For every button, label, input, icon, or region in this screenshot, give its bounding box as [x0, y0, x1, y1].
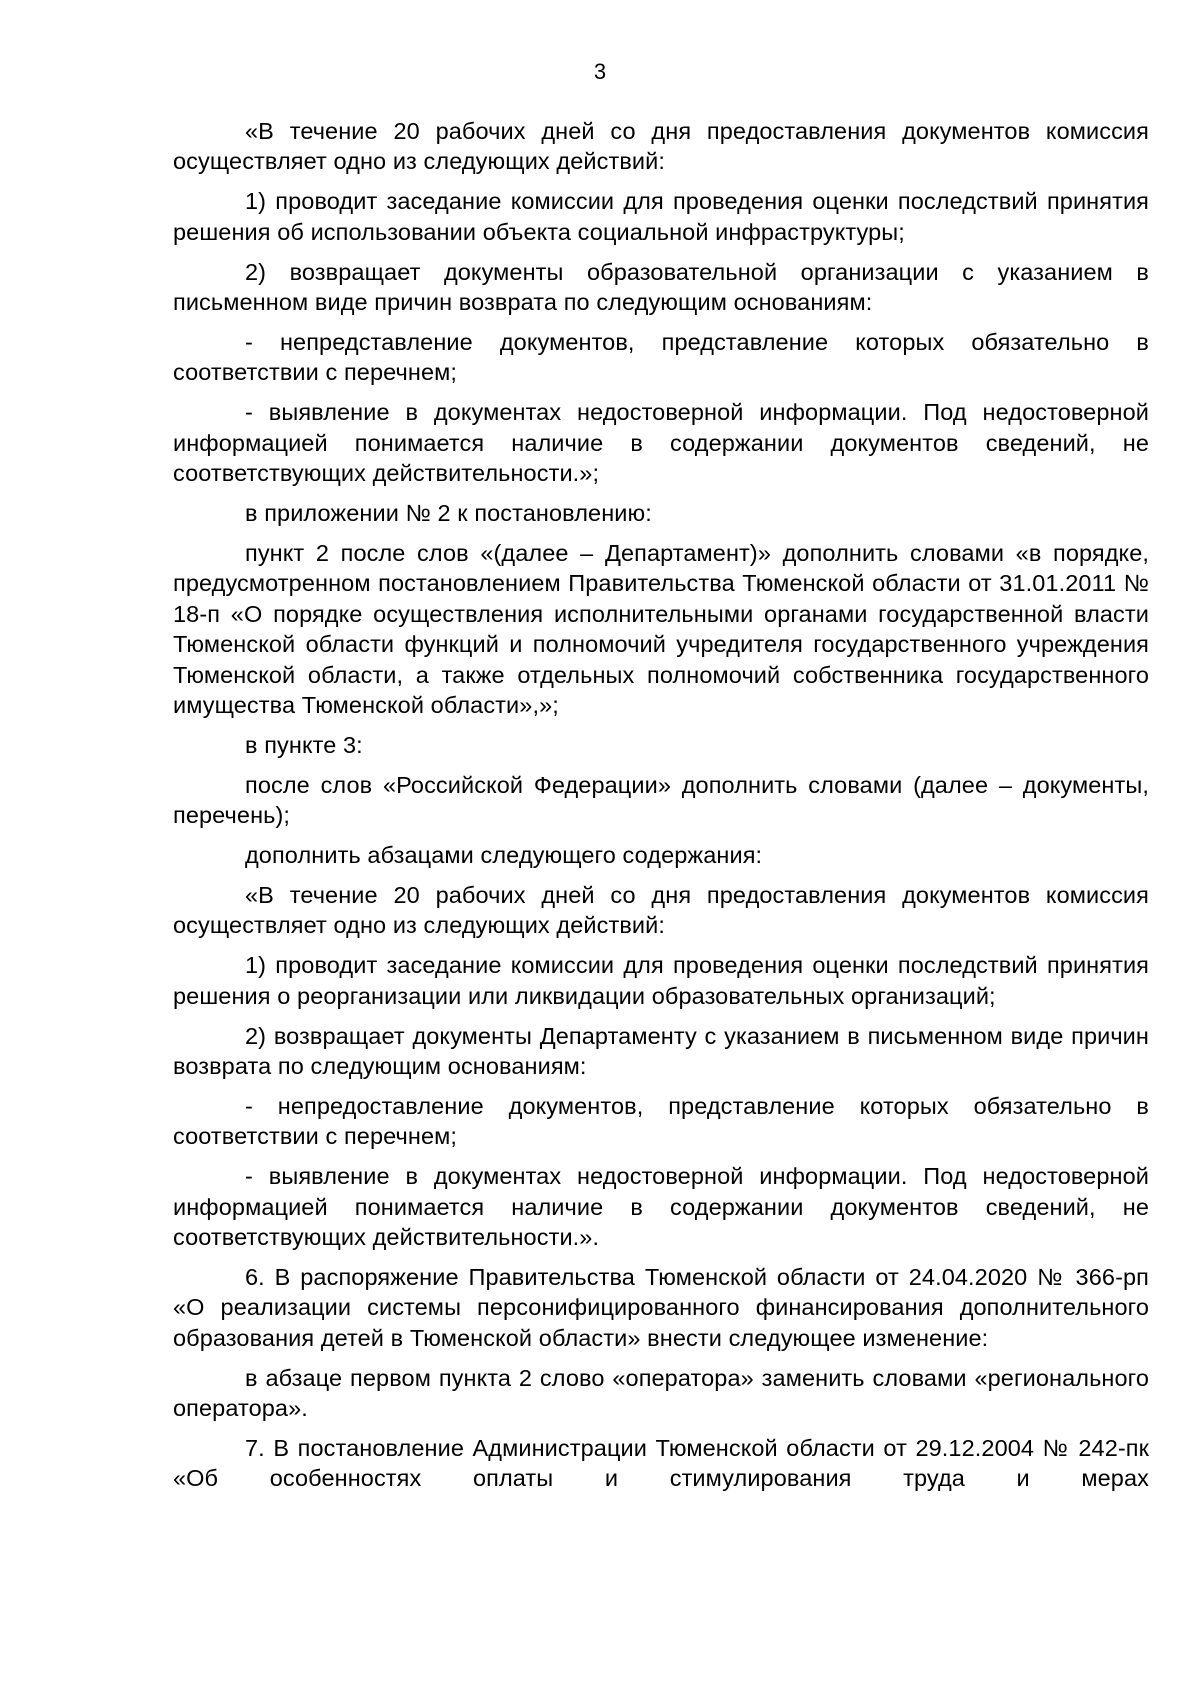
paragraph-13: 2) возвращает документы Департаменту с указанием в письменном виде причин возврата по следующим основаниям:	[173, 1022, 1149, 1079]
paragraph-6: в приложении № 2 к постановлению:	[245, 499, 652, 526]
paragraph-4: - непредставление документов, представление которых обязательно в соответствии с перечнем;	[173, 328, 1149, 386]
paragraph-16: 6. В распоряжение Правительства Тюменской области от 24.04.2020 № 366-рп «О реализации системы персонифицированного финансирования дополнительного образования детей в Тюменской области» внести следующее изменение:	[173, 1263, 1149, 1351]
paragraph-8: в пункте 3:	[245, 731, 363, 758]
paragraph-7: пункт 2 после слов «(далее – Департамент)» дополнить словами «в порядке, предусмотренном постановлением Правительства Тюменской области от 31.01.2011 № 18-п «О порядке осуществления исполнительными органами государственной власти Тюменской области функций и полномочий учредителя государственного учреждения Тюменской области, а также отдельных полномочий собственника государственного имущества Тюменской области»,»;	[173, 539, 1149, 718]
paragraph-1: «В течение 20 рабочих дней со дня предоставления документов комиссия осуществляет одно из следующих действий:	[173, 118, 1149, 175]
paragraph-15: - выявление в документах недостоверной информации. Под недостоверной информацией понимается наличие в содержании документов сведений, не соответствующих действительности.».	[173, 1163, 1149, 1250]
document-body	[173, 116, 1149, 1503]
paragraph-18: 7. В постановление Администрации Тюменской области от 29.12.2004 № 242-пк «Об особенностях оплаты и стимулирования труда и мерах	[173, 1434, 1149, 1492]
paragraph-12: 1) проводит заседание комиссии для проведения оценки последствий принятия решения о реорганизации или ликвидации образовательных организаций;	[173, 952, 1149, 1009]
paragraph-11: «В течение 20 рабочих дней со дня предоставления документов комиссия осуществляет одно из следующих действий:	[173, 881, 1149, 939]
paragraph-10: дополнить абзацами следующего содержания:	[245, 842, 763, 869]
paragraph-3: 2) возвращает документы образовательной организации с указанием в письменном виде причин возврата по следующим основаниям:	[173, 258, 1149, 316]
paragraph-2: 1) проводит заседание комиссии для проведения оценки последствий принятия решения об использовании объекта социальной инфраструктуры;	[173, 188, 1149, 245]
paragraph-5: - выявление в документах недостоверной информации. Под недостоверной информацией понимается наличие в содержании документов сведений, не соответствующих действительности.»;	[173, 399, 1149, 487]
paragraph-14: - непредоставление документов, представление которых обязательно в соответствии с перечнем;	[173, 1092, 1149, 1150]
page-number: 3	[593, 59, 607, 84]
paragraph-9: после слов «Российской Федерации» дополнить словами (далее – документы, перечень);	[173, 771, 1149, 829]
paragraph-17: в абзаце первом пункта 2 слово «оператора» заменить словами «регионального оператора».	[173, 1364, 1149, 1422]
